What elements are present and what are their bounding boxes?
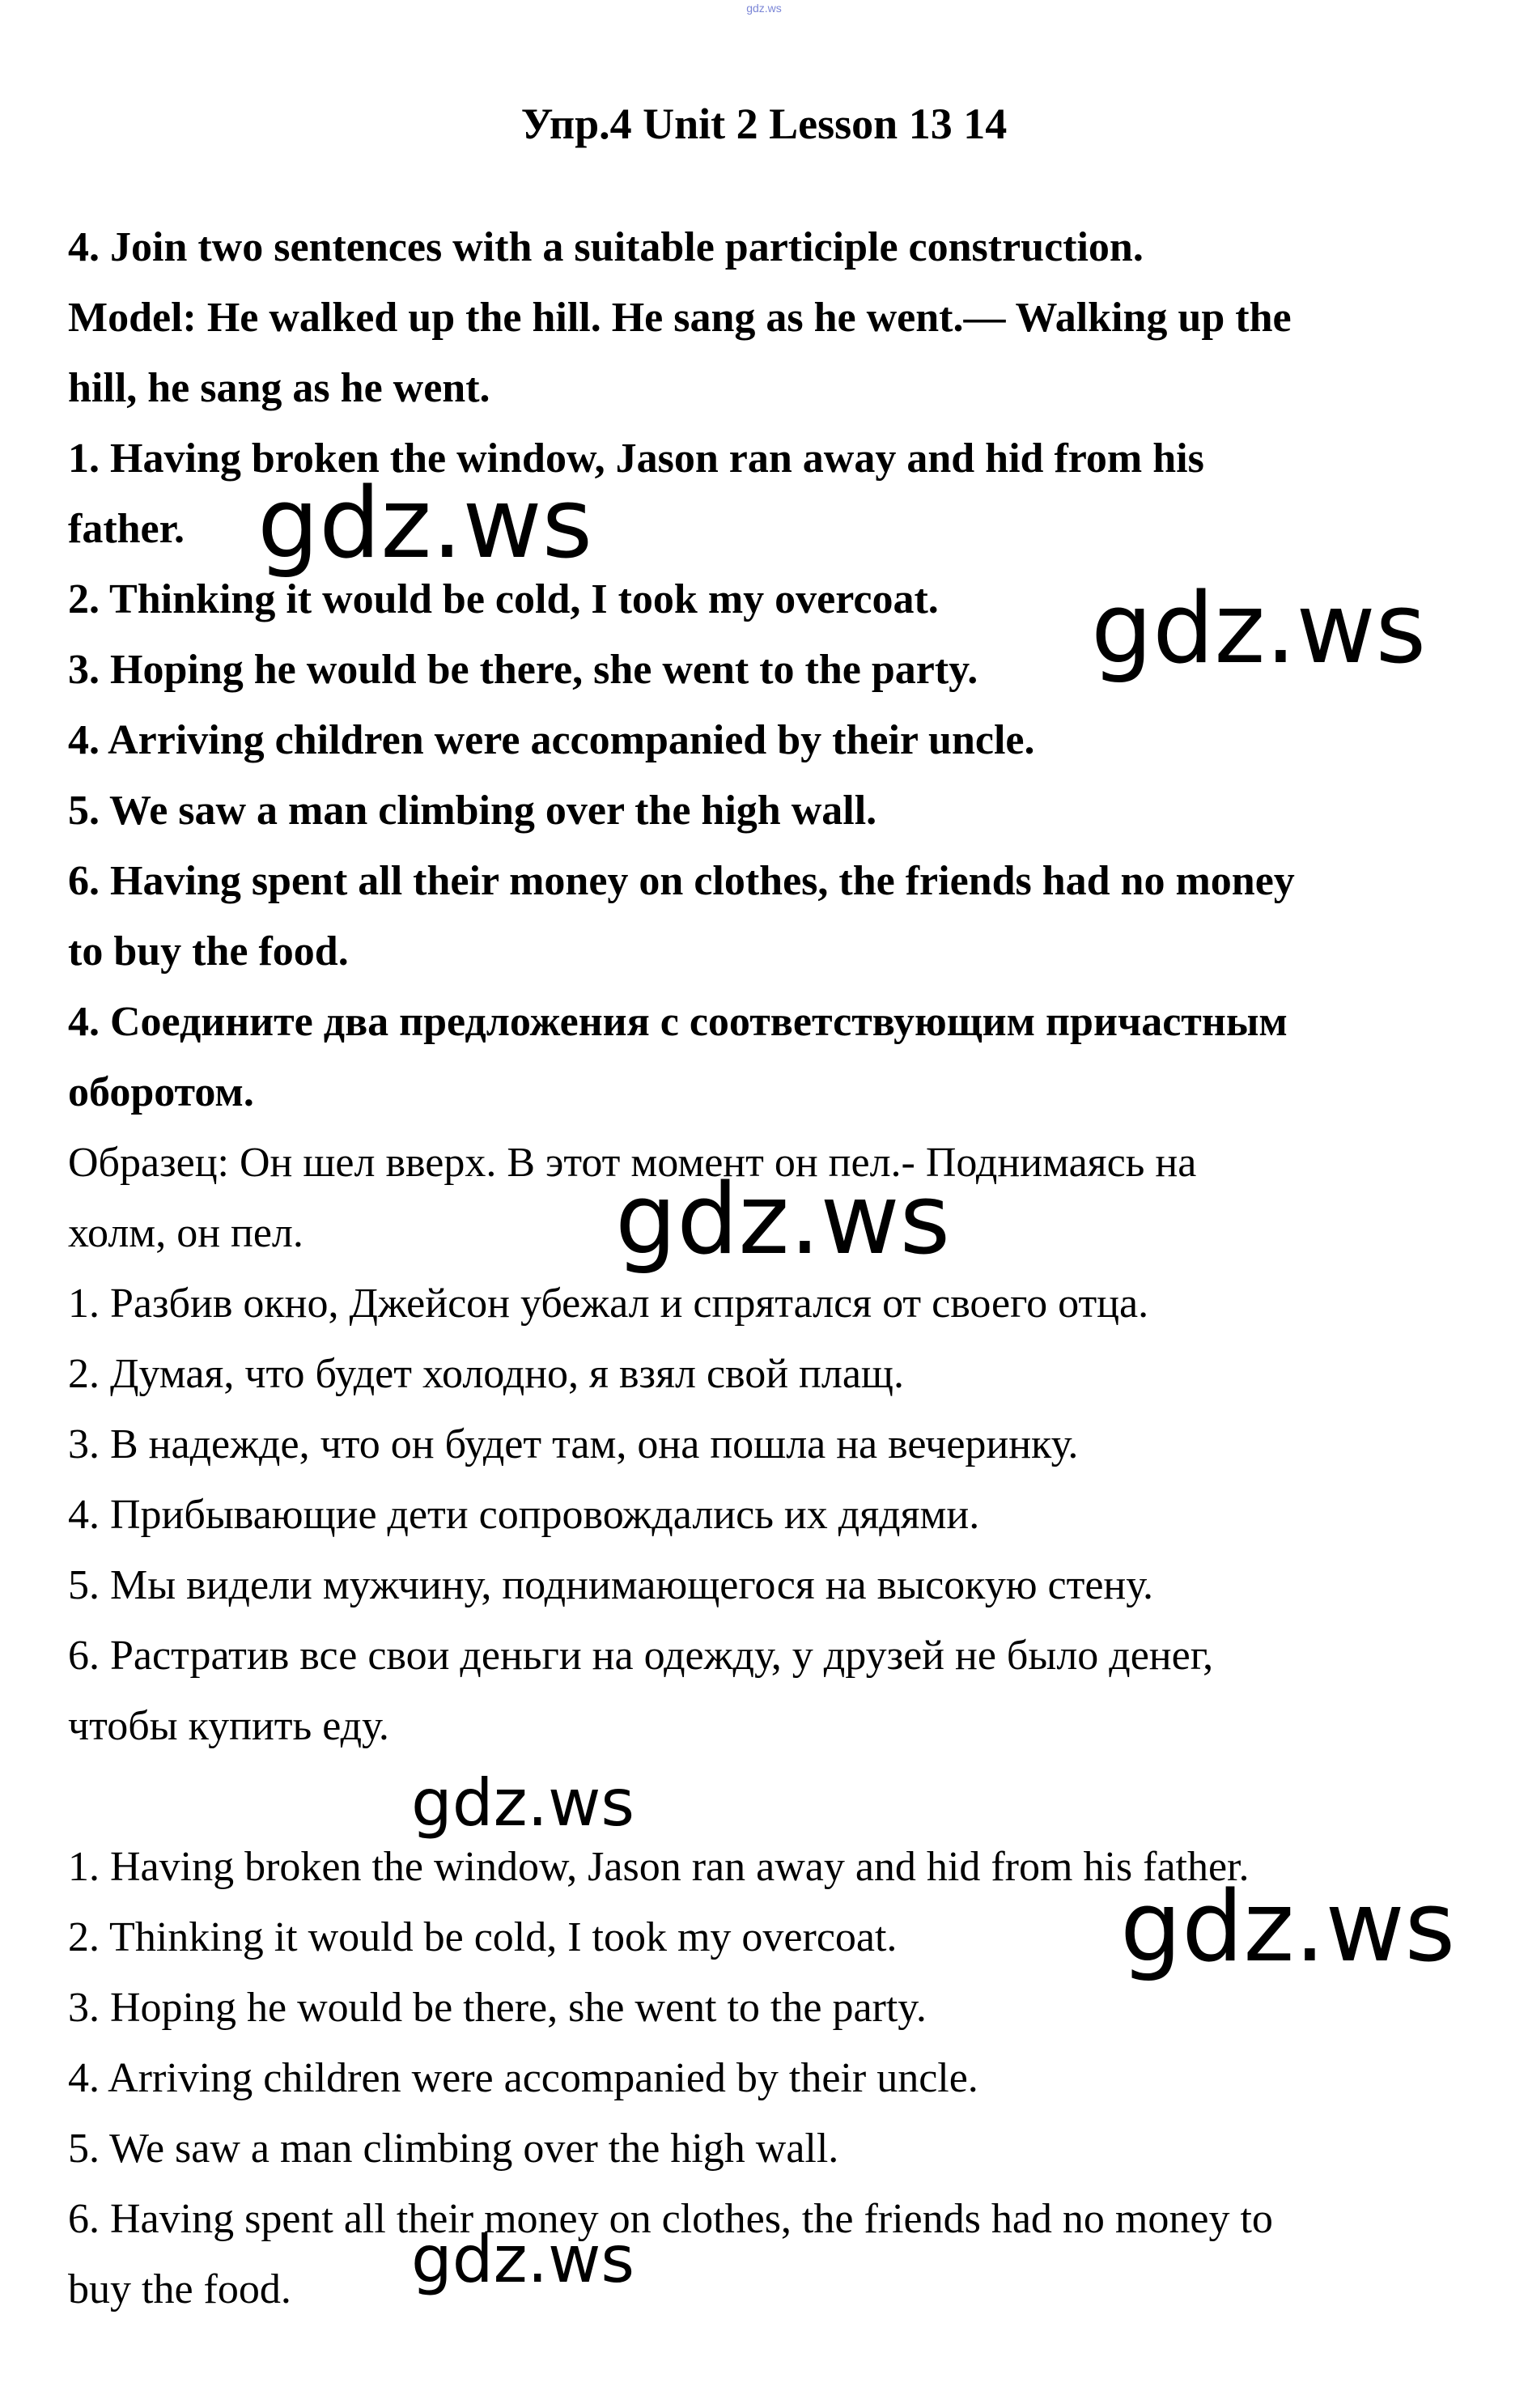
english-answer-line: to buy the food. bbox=[68, 928, 349, 975]
watermark: gdz.ws bbox=[257, 468, 593, 580]
english-answer-line: 6. Having spent all their money on clothes, the friends had no money bbox=[68, 858, 1295, 904]
english-answer-line: 2. Thinking it would be cold, I took my overcoat. bbox=[68, 576, 939, 622]
top-watermark: gdz.ws bbox=[746, 2, 782, 15]
final-answer-line: 6. Having spent all their money on clothes, the friends had no money to bbox=[68, 2196, 1273, 2242]
final-answer-line: 3. Hoping he would be there, she went to the party. bbox=[68, 1985, 927, 2031]
english-instruction: 4. Join two sentences with a suitable participle construction. bbox=[68, 224, 1144, 270]
russian-answer-line: 3. В надежде, что он будет там, она пошла на вечеринку. bbox=[68, 1421, 1079, 1467]
page-title: Упр.4 Unit 2 Lesson 13 14 bbox=[520, 100, 1008, 148]
watermark: gdz.ws bbox=[1120, 1871, 1456, 1984]
russian-answer-line: чтобы купить еду. bbox=[68, 1703, 389, 1749]
final-answer-line: buy the food. bbox=[68, 2266, 291, 2312]
russian-answer-line: 4. Прибывающие дети сопровождались их дядями. bbox=[68, 1492, 980, 1538]
russian-answer-line: 1. Разбив окно, Джейсон убежал и спрятался от своего отца. bbox=[68, 1280, 1149, 1327]
russian-instruction-line-2: оборотом. bbox=[68, 1069, 254, 1115]
watermark: gdz.ws bbox=[411, 1765, 635, 1841]
english-answer-line: 4. Arriving children were accompanied by their uncle. bbox=[68, 717, 1035, 763]
english-answer-line: 5. We saw a man climbing over the high wall. bbox=[68, 788, 877, 834]
final-answer-line: 2. Thinking it would be cold, I took my overcoat. bbox=[68, 1914, 898, 1960]
watermark: gdz.ws bbox=[1091, 573, 1427, 686]
english-model-line-1: Model: He walked up the hill. He sang as he went.— Walking up the bbox=[68, 295, 1292, 341]
final-answer-line: 5. We saw a man climbing over the high wall. bbox=[68, 2126, 839, 2172]
english-model-line-2: hill, he sang as he went. bbox=[68, 365, 490, 411]
final-answer-line: 4. Arriving children were accompanied by their uncle. bbox=[68, 2055, 978, 2101]
russian-answer-line: 5. Мы видели мужчину, поднимающегося на высокую стену. bbox=[68, 1562, 1154, 1608]
section-gap bbox=[68, 1761, 1476, 1832]
russian-answer-line: 6. Растратив все свои деньги на одежду, у друзей не было денег, bbox=[68, 1633, 1214, 1679]
final-answer-line: 1. Having broken the window, Jason ran away and hid from his father. bbox=[68, 1844, 1250, 1890]
english-answer-line: father. bbox=[68, 506, 185, 552]
english-answer-line: 1. Having broken the window, Jason ran away and hid from his bbox=[68, 435, 1204, 482]
document-body bbox=[68, 212, 1476, 2325]
watermark: gdz.ws bbox=[411, 2222, 635, 2297]
russian-model-line-1: Образец: Он шел вверх. В этот момент он пел.- Поднимаясь на bbox=[68, 1140, 1197, 1186]
english-answer-line: 3. Hoping he would be there, she went to the party. bbox=[68, 647, 978, 693]
russian-model-line-2: холм, он пел. bbox=[68, 1210, 303, 1256]
russian-instruction-line-1: 4. Соедините два предложения с соответствующим причастным bbox=[68, 999, 1288, 1045]
russian-answer-line: 2. Думая, что будет холодно, я взял свой плащ. bbox=[68, 1351, 904, 1397]
watermark: gdz.ws bbox=[615, 1164, 951, 1276]
